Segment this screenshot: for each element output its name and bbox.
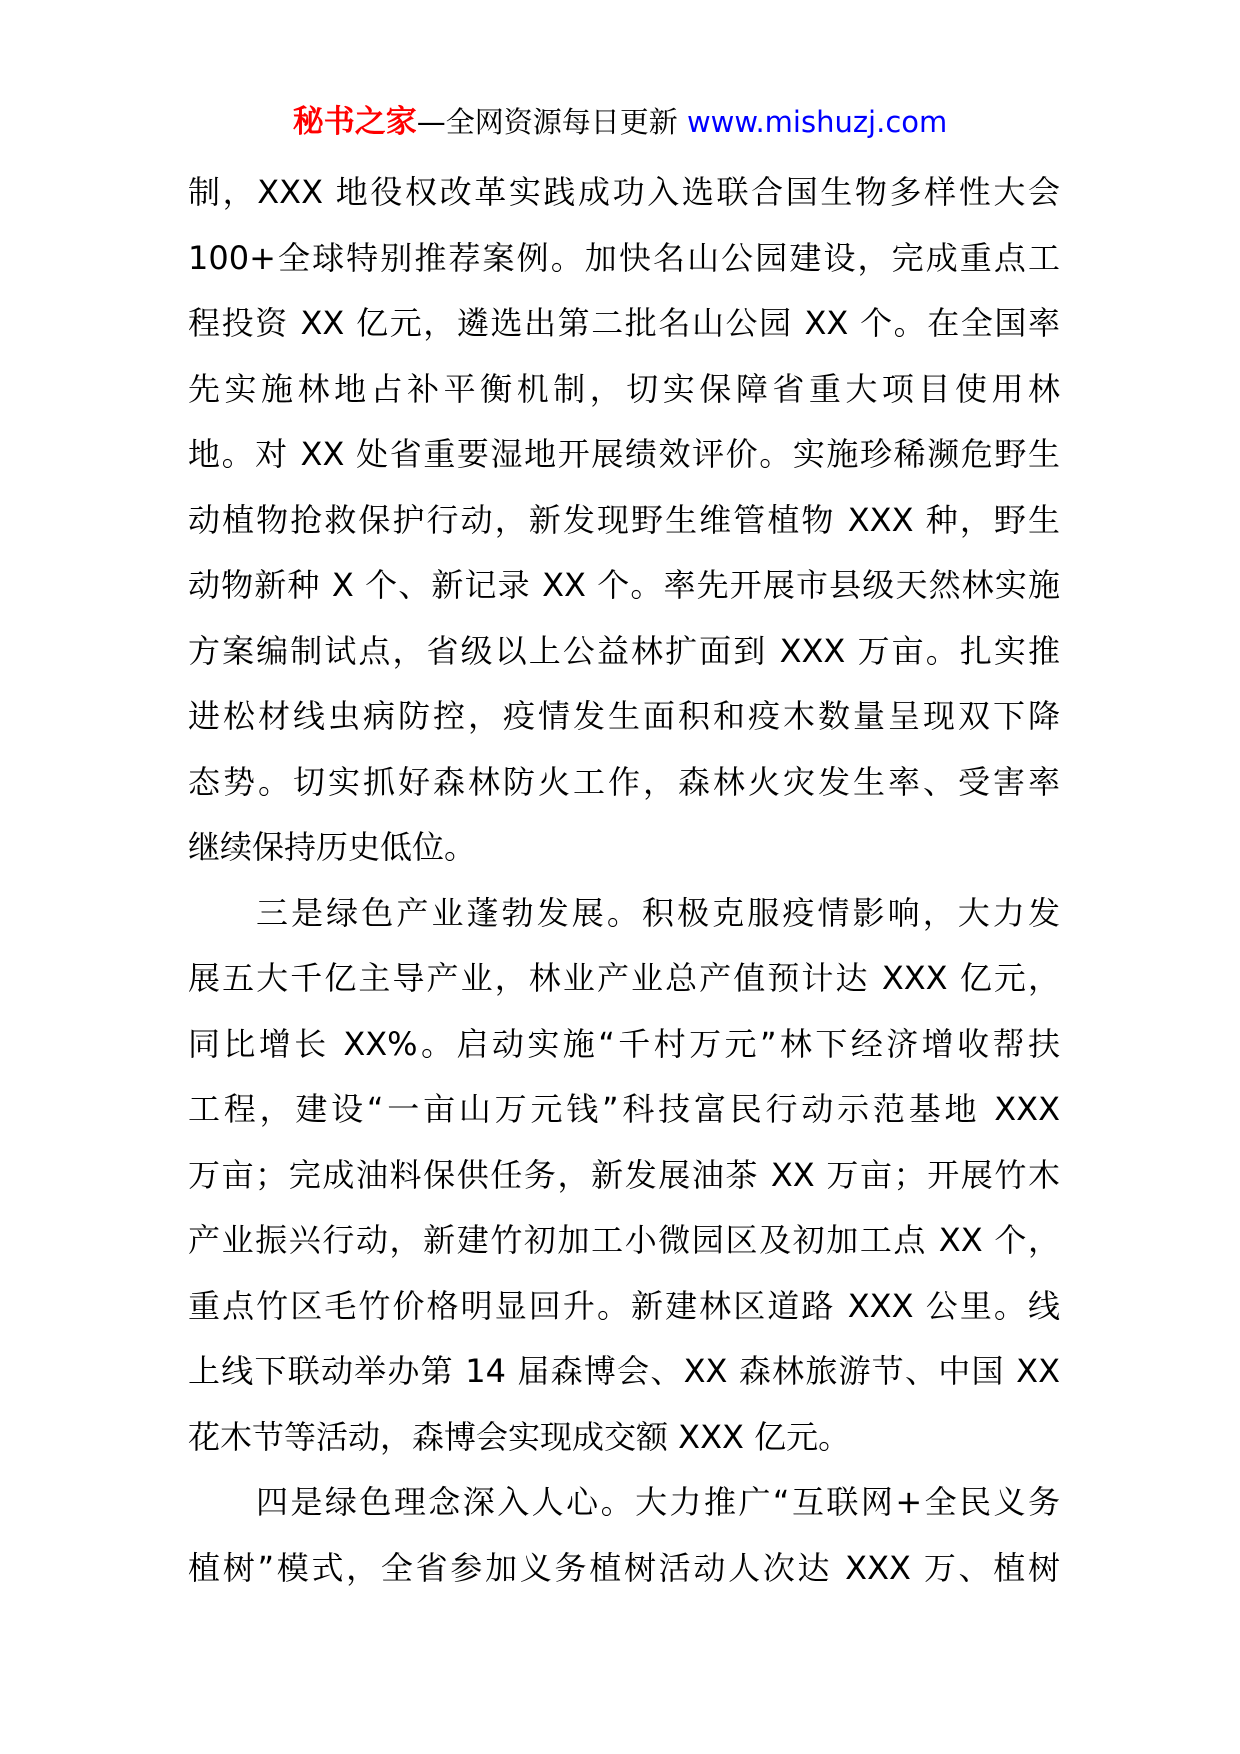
text-line: 动物新种 X 个、新记录 XX 个。率先开展市县级天然林实施 (188, 566, 1060, 604)
text-line: 植树”模式，全省参加义务植树活动人次达 XXX 万、植树 (188, 1548, 1060, 1587)
text-line: 重点竹区毛竹价格明显回升。新建林区道路 XXX 公里。线 (188, 1286, 1060, 1325)
document-body (188, 160, 1060, 1601)
text-line: 产业振兴行动，新建竹初加工小微园区及初加工点 XX 个， (188, 1221, 1060, 1259)
text-line: 展五大千亿主导产业，林业产业总产值预计达 XXX 亿元， (188, 959, 1060, 997)
text-line: 100+全球特别推荐案例。加快名山公园建设，完成重点工 (188, 238, 1060, 277)
header-tagline: —全网资源每日更新 (416, 105, 678, 139)
paragraph-first-line: 三是绿色产业蓬勃发展。积极克服疫情影响，大力发 (256, 893, 1060, 932)
header-url-link[interactable]: www.mishuzj.com (686, 105, 948, 139)
text-line: 先实施林地占补平衡机制，切实保障省重大项目使用林 (188, 369, 1060, 408)
text-line: 态势。切实抓好森林防火工作，森林火灾发生率、受害率 (188, 762, 1060, 801)
text-line: 制，XXX 地役权改革实践成功入选联合国生物多样性大会 (188, 173, 1060, 211)
text-line: 上线下联动举办第 14 届森博会、XX 森林旅游节、中国 XX (188, 1352, 1060, 1390)
text-line: 进松材线虫病防控，疫情发生面积和疫木数量呈现双下降 (188, 697, 1060, 735)
text-line: 工程，建设“一亩山万元钱”科技富民行动示范基地 XXX (188, 1090, 1060, 1128)
text-line: 地。对 XX 处省重要湿地开展绩效评价。实施珍稀濒危野生 (188, 435, 1060, 473)
text-line: 方案编制试点，省级以上公益林扩面到 XXX 万亩。扎实推 (188, 631, 1060, 670)
page-header (0, 102, 1240, 142)
text-line: 程投资 XX 亿元，遴选出第二批名山公园 XX 个。在全国率 (188, 304, 1060, 342)
header-brand: 秘书之家 (292, 104, 417, 140)
text-line: 花木节等活动，森博会实现成交额 XXX 亿元。 (188, 1417, 851, 1456)
text-line: 同比增长 XX%。启动实施“千村万元”林下经济增收帮扶 (188, 1024, 1060, 1063)
text-line: 万亩；完成油料保供任务，新发展油茶 XX 万亩；开展竹木 (188, 1155, 1060, 1194)
text-line: 继续保持历史低位。 (188, 828, 477, 866)
paragraph-first-line: 四是绿色理念深入人心。大力推广“互联网+全民义务 (256, 1483, 1060, 1521)
text-line: 动植物抢救保护行动，新发现野生维管植物 XXX 种，野生 (188, 500, 1060, 539)
